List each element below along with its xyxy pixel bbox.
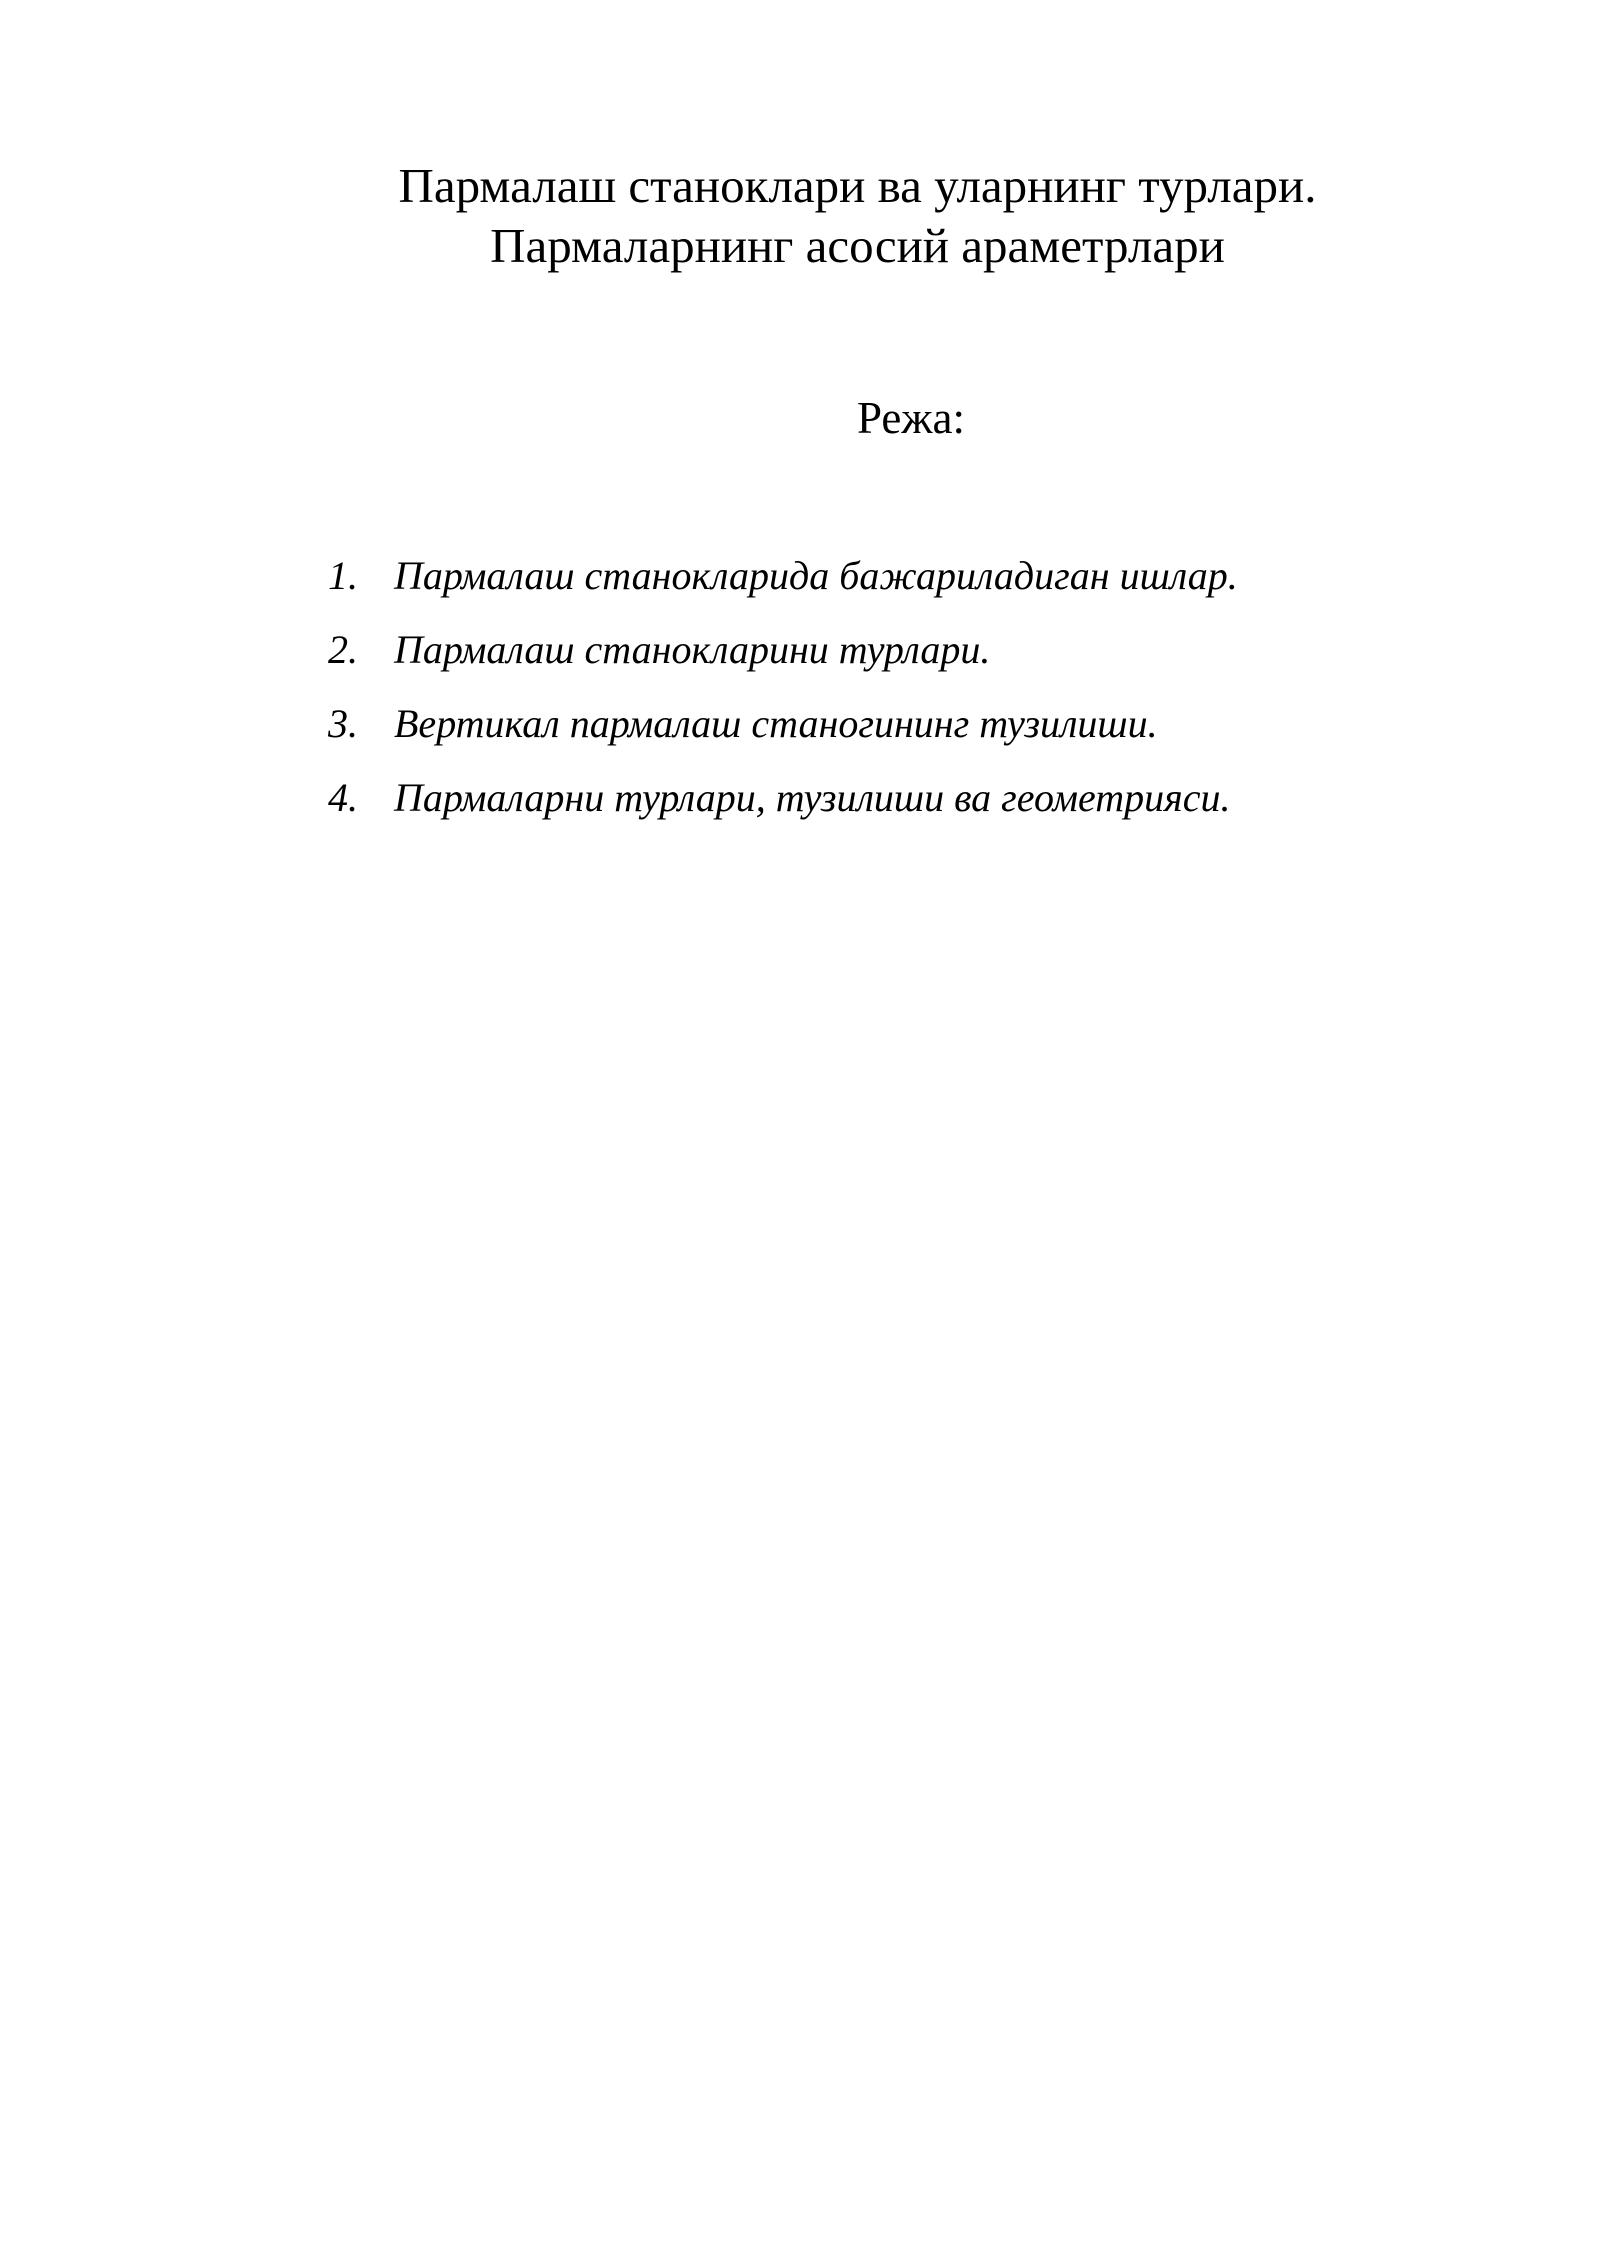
plan-item-text: Пармалаш станокларини турлари. bbox=[394, 627, 991, 672]
plan-item-number: 1. bbox=[328, 553, 358, 598]
plan-item-text: Пармаларни турлари, тузилиши ва геометрияси. bbox=[394, 775, 1231, 820]
plan-item-text: Пармалаш станокларида бажариладиган ишлар. bbox=[394, 553, 1238, 598]
plan-item-text: Вертикал пармалаш станогининг тузилиши. bbox=[394, 701, 1158, 746]
plan-list-item bbox=[328, 700, 1238, 774]
document-title bbox=[300, 156, 1415, 276]
plan-item-number: 2. bbox=[328, 627, 358, 672]
plan-item-number: 3. bbox=[328, 701, 358, 746]
title-line-1: Пармалаш станоклари ва уларнинг турлари. bbox=[398, 158, 1317, 213]
plan-list-item bbox=[328, 552, 1238, 626]
plan-heading: Режа: bbox=[857, 393, 965, 443]
title-line-2: Пармаларнинг асосий араметрлари bbox=[490, 218, 1225, 273]
plan-list-item bbox=[328, 626, 1238, 700]
plan-list-item bbox=[328, 774, 1238, 848]
plan-list bbox=[328, 552, 1238, 848]
plan-item-number: 4. bbox=[328, 775, 358, 820]
